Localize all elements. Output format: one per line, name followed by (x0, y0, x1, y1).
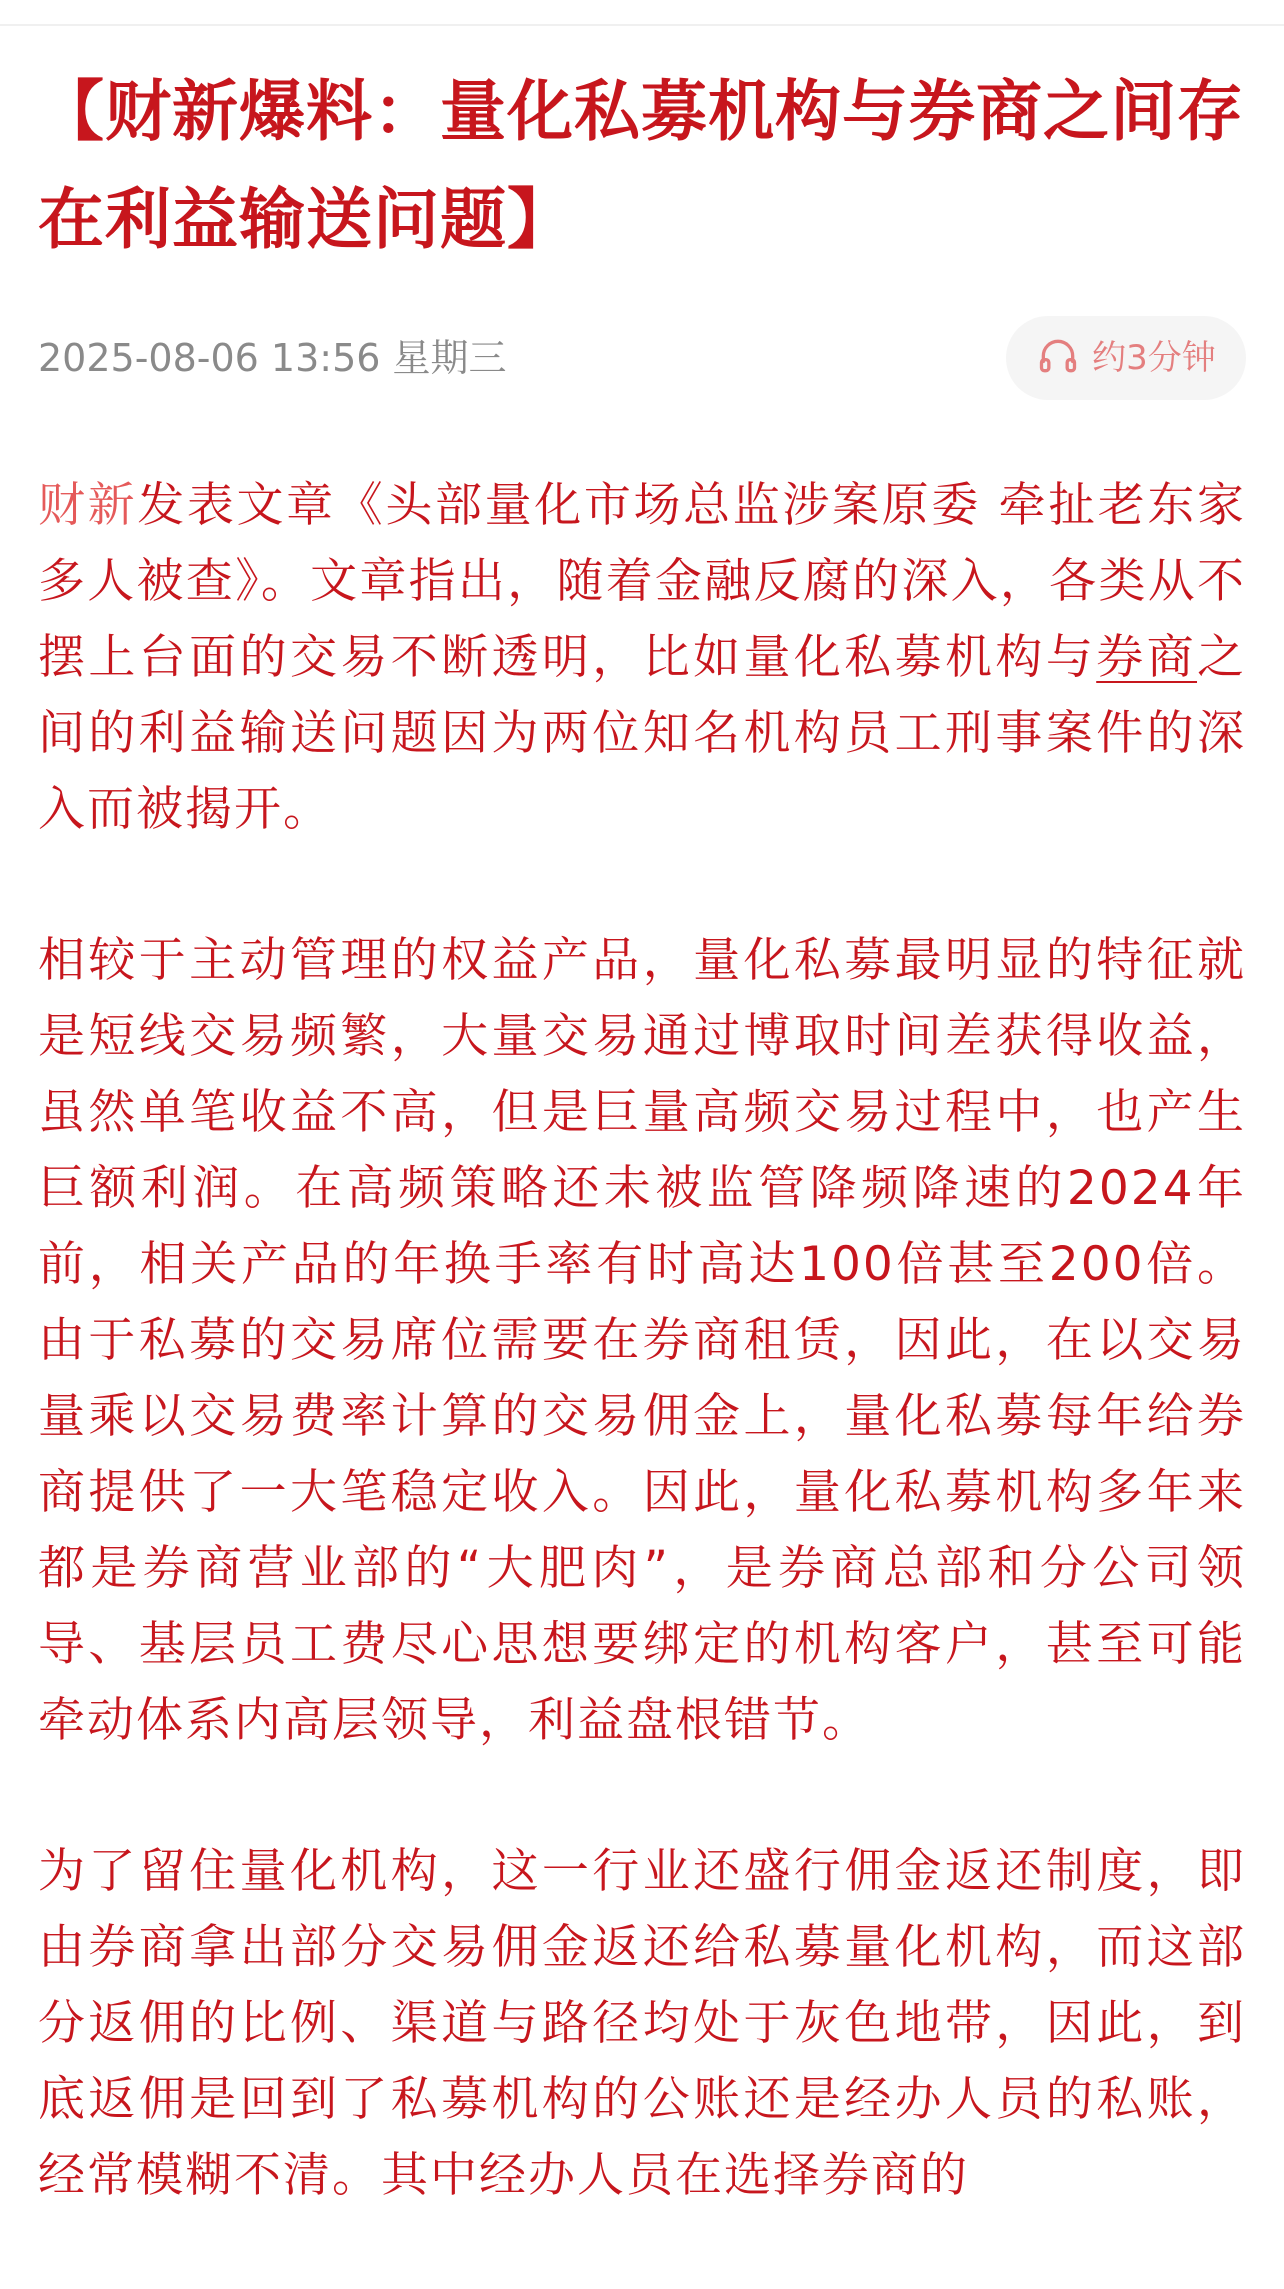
paragraph-1-text-b: 之间的利益输送问题因为两位知名机构员工刑事案件的深入而被揭开。 (38, 630, 1247, 837)
publish-date: 2025-08-06 13:56 星期三 (38, 336, 507, 380)
article-title: 【财新爆料：量化私募机构与券商之间存在利益输送问题】 (38, 73, 1244, 258)
paragraph-3: 为了留住量化机构，这一行业还盛行佣金返还制度，即由券商拿出部分交易佣金返还给私募量化机构，而这部分返佣的比例、渠道与路径均处于灰色地带，因此，到底返佣是回到了私募机构的公账还是经办人员的私账，经常模糊不清。其中经办人员在选择券商的 (38, 1844, 1246, 2203)
source-link[interactable]: 财新 (38, 478, 138, 533)
listen-duration-button[interactable] (1006, 316, 1246, 400)
article-body (38, 468, 1246, 2289)
paragraph-1 (38, 468, 1246, 848)
paragraph-1-text-a: 发表文章《头部量化市场总监涉案原委 牵扯老东家多人被查》。文章指出，随着金融反腐的深入，各类从不摆上台面的交易不断透明，比如量化私募机构与 (38, 478, 1246, 685)
article (38, 58, 1247, 2203)
listen-duration-label: 约3分钟 (1092, 338, 1216, 378)
paragraph-2: 相较于主动管理的权益产品，量化私募最明显的特征就是短线交易频繁，大量交易通过博取时间差获得收益，虽然单笔收益不高，但是巨量高频交易过程中，也产生巨额利润。在高频策略还未被监管降频降速的2024年前，相关产品的年换手率有时高达100倍甚至200倍。由于私募的交易席位需要在券商租赁，因此，在以交易量乘以交易费率计算的交易佣金上，量化私募每年给券商提供了一大笔稳定收入。因此，量化私募机构多年来都是券商营业部的“大肥肉”，是券商总部和分公司领导、基层员工费尽心思想要绑定的机构客户，甚至可能牵动体系内高层领导，利益盘根错节。 (38, 933, 1246, 1748)
keyword-link-broker[interactable]: 券商 (1096, 630, 1198, 685)
headphones-icon (1036, 334, 1080, 382)
article-meta (38, 316, 1246, 400)
top-divider (0, 0, 1284, 26)
